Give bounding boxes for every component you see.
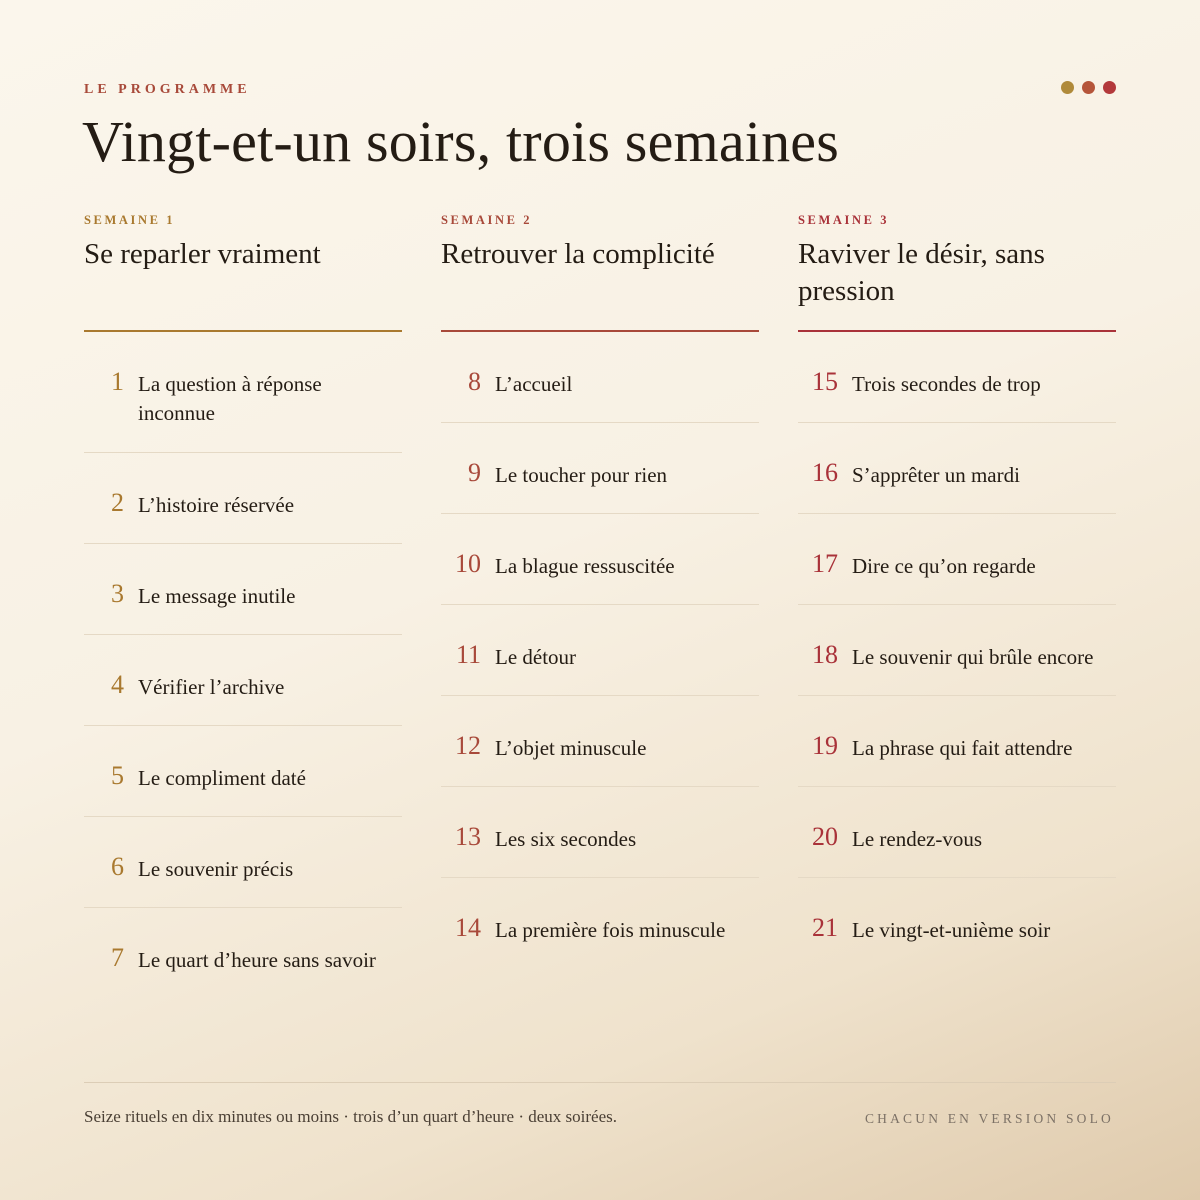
ritual-number: 18 (812, 640, 838, 669)
ritual-label: Trois secondes de trop (852, 372, 1041, 396)
gold-dot-icon (1061, 81, 1074, 94)
ritual-label: Le toucher pour rien (495, 463, 668, 487)
ritual-item (441, 878, 759, 968)
ritual-item (798, 514, 1116, 605)
ritual-number: 12 (455, 731, 481, 760)
ritual-item (798, 605, 1116, 696)
ritual-label: Les six secondes (495, 827, 637, 851)
ritual-label: La blague ressuscitée (495, 554, 675, 578)
ritual-item (84, 544, 402, 635)
ritual-item (84, 908, 402, 998)
ritual-item (84, 817, 402, 908)
ritual-label: Dire ce qu’on regarde (852, 554, 1036, 578)
orange-dot-icon (1082, 81, 1095, 94)
ritual-number: 21 (812, 913, 838, 942)
footer-divider (84, 1082, 1116, 1083)
ritual-label: S’apprêter un mardi (852, 463, 1020, 487)
ritual-label: Le rendez-vous (852, 827, 983, 851)
ritual-number: 4 (111, 670, 124, 699)
ritual-number: 8 (468, 367, 481, 396)
ritual-list (84, 332, 402, 998)
ritual-item (441, 332, 759, 423)
ritual-label: Le souvenir qui brûle encore (852, 645, 1094, 669)
week-label: SEMAINE 1 (84, 213, 176, 227)
ritual-label: Le souvenir précis (138, 857, 294, 881)
ritual-item (441, 787, 759, 878)
ritual-number: 9 (468, 458, 481, 487)
ritual-number: 6 (111, 852, 124, 881)
ritual-item (84, 635, 402, 726)
ritual-list (441, 332, 759, 968)
ritual-number: 15 (812, 367, 838, 396)
ritual-label: Vérifier l’archive (138, 675, 285, 699)
week-label: SEMAINE 3 (798, 213, 890, 227)
week-title: Retrouver la complicité (441, 238, 715, 270)
ritual-number: 7 (111, 943, 124, 972)
ritual-label: Le message inutile (138, 584, 296, 608)
ritual-item (798, 787, 1116, 878)
ritual-list (798, 332, 1116, 968)
ritual-number: 1 (111, 367, 124, 396)
ritual-item (798, 332, 1116, 423)
ritual-item (84, 726, 402, 817)
ritual-item (441, 605, 759, 696)
ritual-number: 11 (455, 640, 481, 669)
ritual-label: La première fois minuscule (495, 918, 726, 942)
ritual-number: 13 (455, 822, 481, 851)
ritual-number: 16 (812, 458, 838, 487)
week-title: Se reparler vraiment (84, 238, 321, 270)
ritual-item (798, 696, 1116, 787)
week-title: Raviver le désir, sans pression (798, 238, 1045, 307)
week-1-column (84, 212, 402, 998)
ritual-item (441, 696, 759, 787)
ritual-number: 10 (455, 549, 481, 578)
ritual-number: 2 (111, 488, 124, 517)
ritual-label: Le vingt-et-unième soir (852, 918, 1051, 942)
footer-note: Seize rituels en dix minutes ou moins · trois d’un quart d’heure · deux soirées. (84, 1107, 618, 1126)
week-3-column (798, 212, 1116, 968)
ritual-number: 20 (812, 822, 838, 851)
ritual-label: L’histoire réservée (138, 493, 295, 517)
ritual-number: 3 (111, 579, 124, 608)
week-2-column (441, 212, 759, 968)
page-title: Vingt-et-un soirs, trois semaines (82, 109, 840, 174)
ritual-item (84, 332, 402, 453)
ritual-label: L’objet minuscule (495, 736, 647, 760)
eyebrow-label: LE PROGRAMME (84, 82, 251, 97)
ritual-label: Le compliment daté (138, 766, 306, 790)
week-label: SEMAINE 2 (441, 213, 533, 227)
ritual-item (84, 453, 402, 544)
ritual-label: La question à réponse inconnue (138, 372, 322, 425)
ritual-item (441, 514, 759, 605)
ritual-item (441, 423, 759, 514)
ritual-label: Le détour (495, 645, 577, 669)
ritual-label: La phrase qui fait attendre (852, 736, 1073, 760)
ritual-item (798, 878, 1116, 968)
ritual-label: Le quart d’heure sans savoir (138, 948, 376, 972)
window-dots (1061, 81, 1116, 94)
ritual-number: 14 (455, 913, 481, 942)
footer-tag: CHACUN EN VERSION SOLO (864, 1111, 1114, 1126)
ritual-label: L’accueil (495, 372, 573, 396)
ritual-number: 5 (111, 761, 124, 790)
ritual-item (798, 423, 1116, 514)
red-dot-icon (1103, 81, 1116, 94)
ritual-number: 17 (812, 549, 838, 578)
ritual-number: 19 (812, 731, 838, 760)
